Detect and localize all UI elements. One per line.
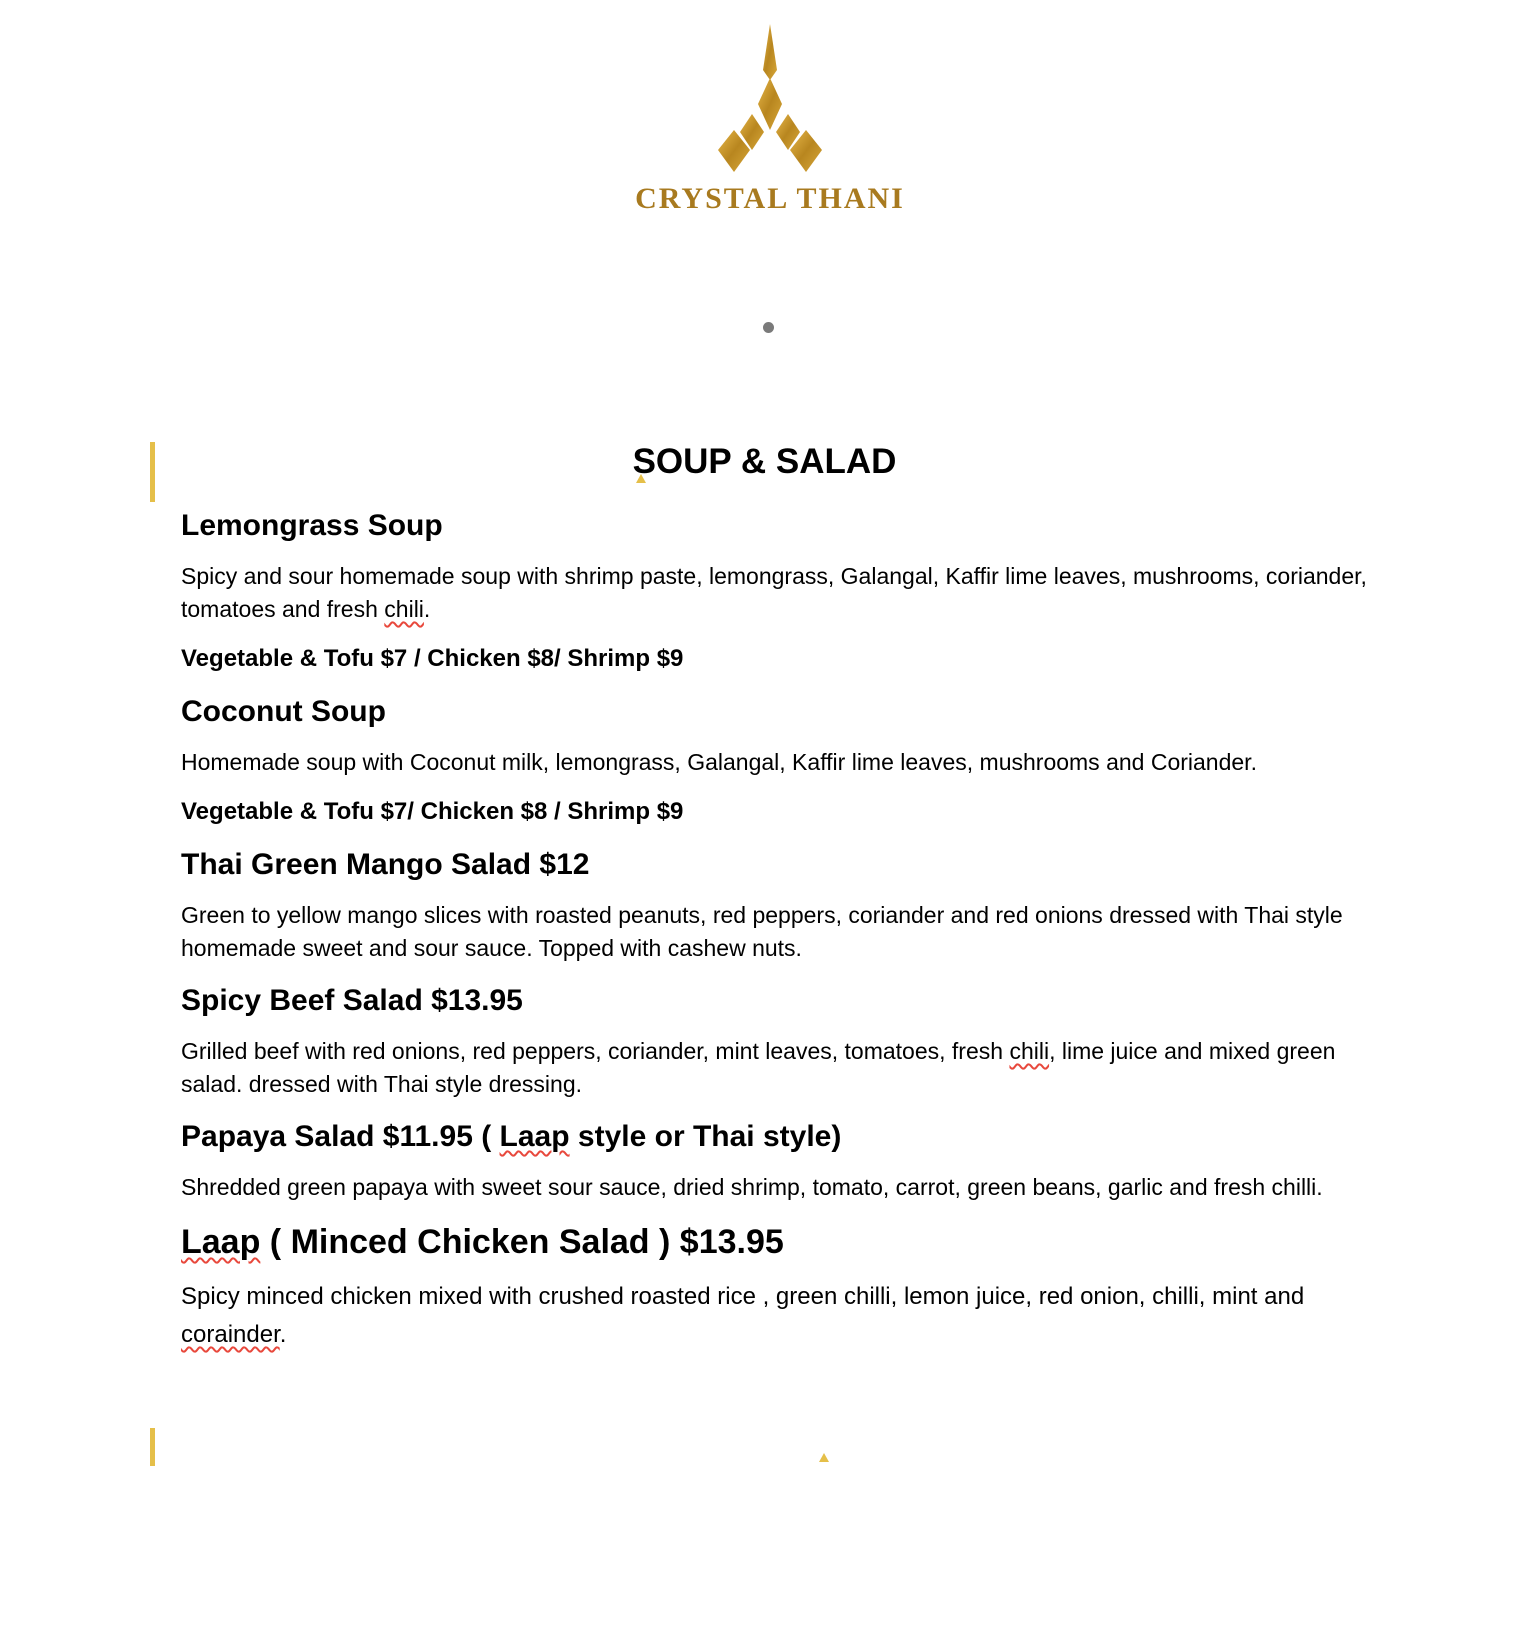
item-name: Spicy Beef Salad $13.95 [181,984,523,1017]
item-description: Spicy and sour homemade soup with shrimp paste, lemongrass, Galangal, Kaffir lime leaves, mushrooms, coriander, tomatoes and fresh chili. [181,563,1367,622]
menu-item-lemongrass-soup [181,506,1381,676]
item-description: Shredded green papaya with sweet sour sauce, dried shrimp, tomato, carrot, green beans, garlic and fresh chilli. [181,1174,1323,1200]
item-description: Homemade soup with Coconut milk, lemongrass, Galangal, Kaffir lime leaves, mushrooms and Coriander. [181,749,1257,775]
misspelled-word[interactable]: chili [384,596,424,622]
misspelled-word[interactable]: Laap [181,1223,261,1261]
item-name: Thai Green Mango Salad $12 [181,848,590,881]
item-name: Papaya Salad $11.95 ( Laap style or Thai style) [181,1120,842,1153]
menu-content [181,506,1381,1370]
item-price: Vegetable & Tofu $7/ Chicken $8 / Shrimp $9 [181,798,684,825]
item-name: Lemongrass Soup [181,509,443,542]
menu-item-papaya-salad [181,1117,1381,1204]
item-name: Coconut Soup [181,695,386,728]
menu-item-thai-green-mango-salad [181,845,1381,965]
change-bar-bottom [150,1428,155,1466]
section-title: SOUP & SALAD [632,442,897,481]
item-description: Grilled beef with red onions, red peppers, coriander, mint leaves, tomatoes, fresh chili, lime juice and mixed green salad. dressed with Thai style dressing. [181,1038,1336,1097]
page-indicator-dot [763,322,774,333]
misspelled-word[interactable]: chili [1009,1038,1050,1064]
item-name: Laap ( Minced Chicken Salad ) $13.95 [181,1223,784,1261]
menu-item-laap [181,1220,1381,1354]
misspelled-word[interactable]: corainder [181,1321,280,1348]
brand-name: CRYSTAL THANI [635,182,905,215]
logo-spire [763,24,777,80]
menu-item-spicy-beef-salad [181,981,1381,1101]
crystal-thani-logo-icon [710,22,830,182]
logo-diamond-top [758,78,782,130]
item-description: Green to yellow mango slices with roasted peanuts, red peppers, coriander and red onions dressed with Thai style homemade sweet and sour sauce. Topped with cashew nuts. [181,902,1343,961]
menu-item-coconut-soup [181,692,1381,829]
logo [625,22,915,222]
misspelled-word[interactable]: Laap [499,1120,570,1153]
item-price: Vegetable & Tofu $7 / Chicken $8/ Shrimp $9 [181,645,684,672]
comment-marker-laap[interactable] [819,1453,829,1462]
item-description: Spicy minced chicken mixed with crushed roasted rice , green chilli, lemon juice, red onion, chilli, mint and corainder. [181,1283,1305,1348]
